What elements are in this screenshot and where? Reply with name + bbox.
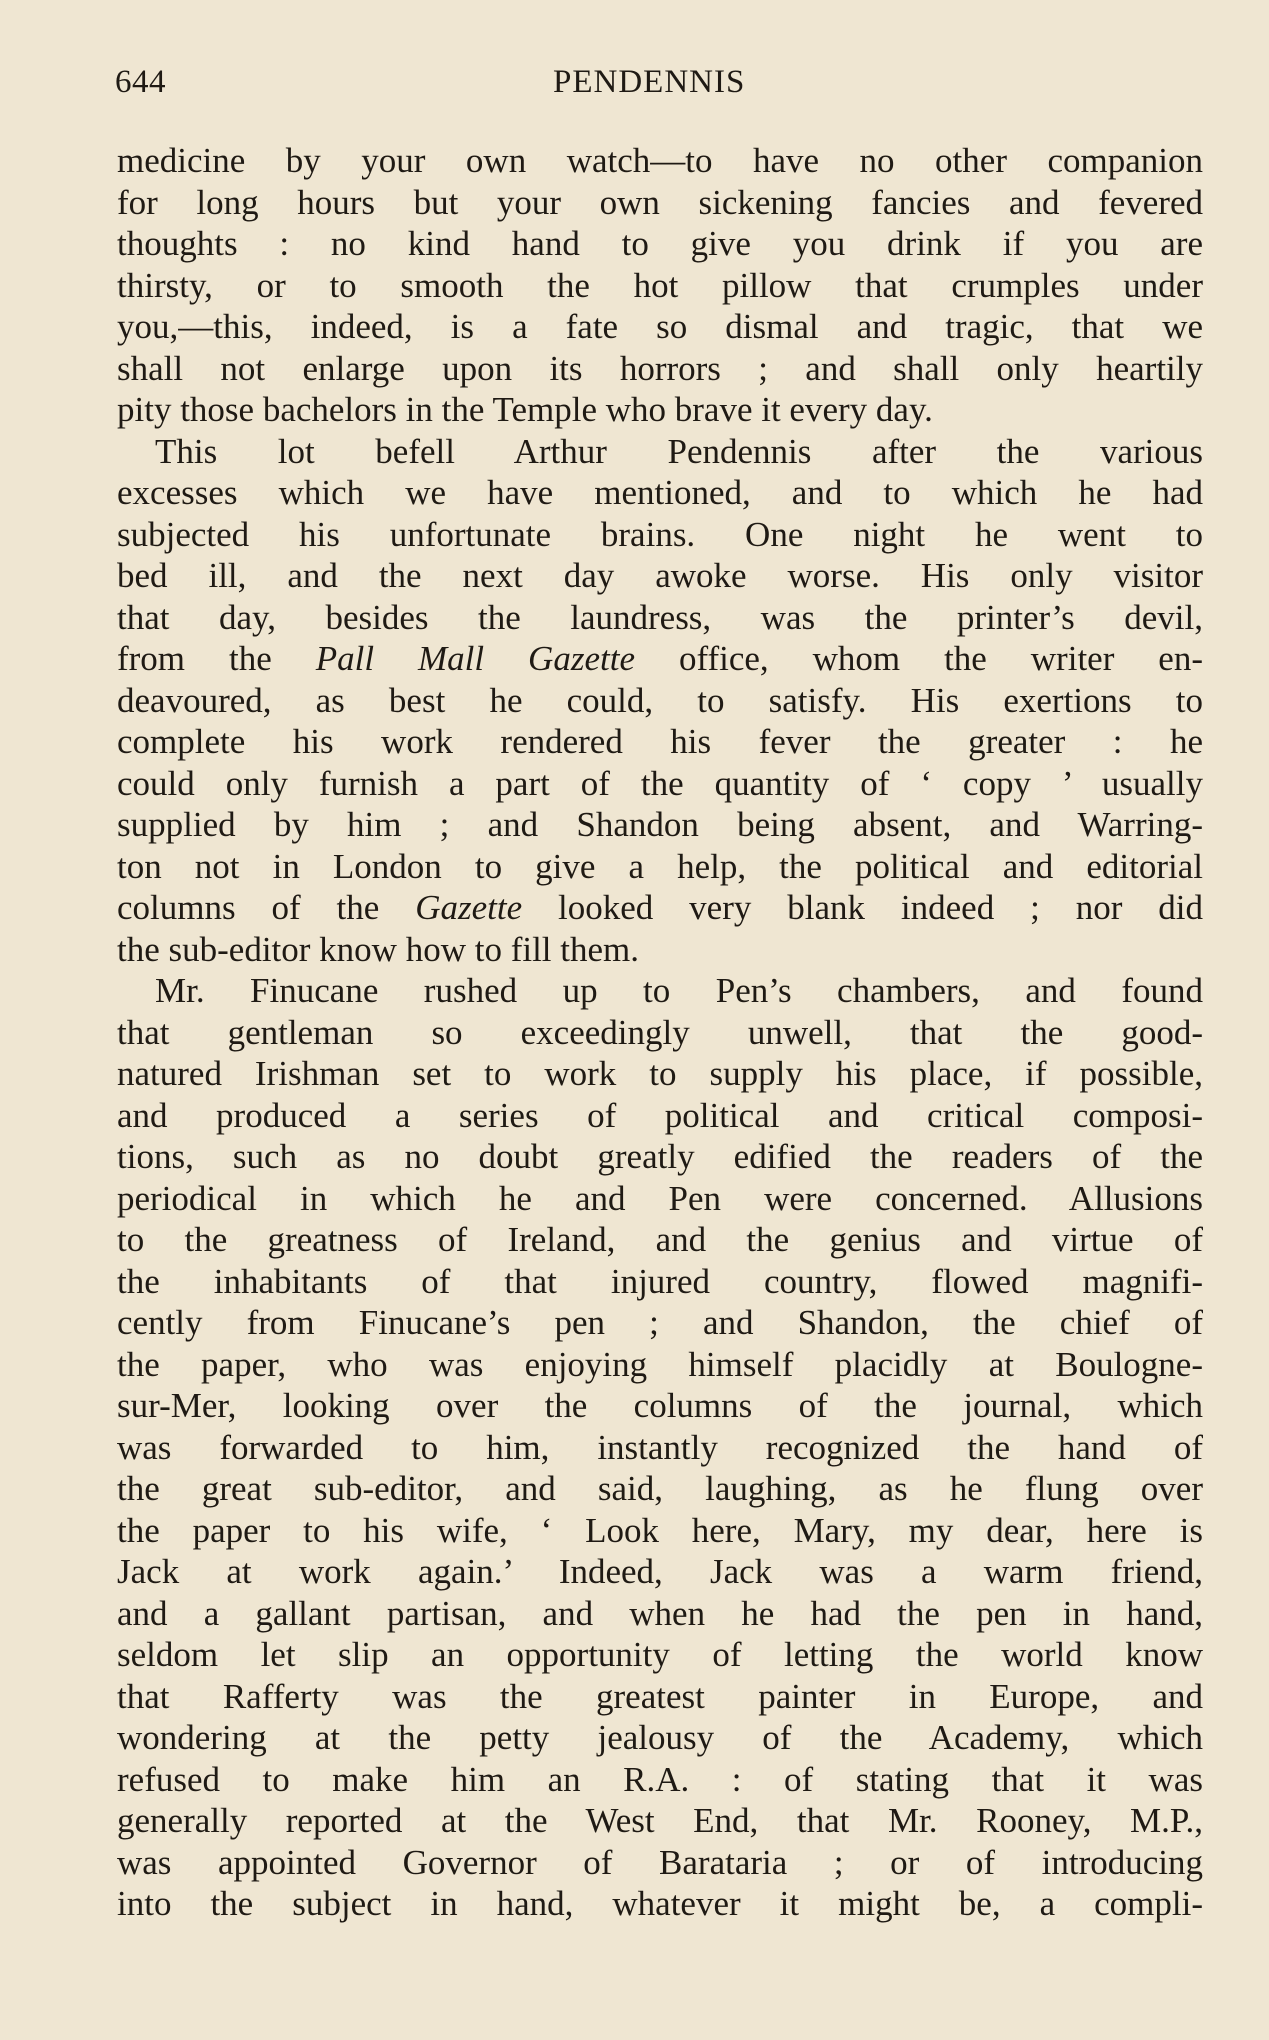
text-line: excesses which we have mentioned, and to which he had — [117, 473, 1203, 512]
text-line: the inhabitants of that injured country, flowed magnifi- — [117, 1261, 1203, 1301]
text-line: that day, besides the laundress, was the printer’s devil, — [117, 597, 1203, 637]
text-line: thirsty, or to smooth the hot pillow that crumples under — [117, 265, 1203, 305]
text-line: Mr. Finucane rushed up to Pen’s chambers, and found — [155, 971, 1203, 1010]
italic-title: Pall Mall Gazette — [315, 639, 635, 678]
text-line: the great sub-editor, and said, laughing, as he flung over — [117, 1469, 1203, 1508]
text-line: thoughts : no kind hand to give you drink if you are — [117, 224, 1203, 263]
text-line: sur-Mer, looking over the columns of the journal, which — [117, 1386, 1203, 1425]
text-line: medicine by your own watch—to have no other companion — [117, 141, 1203, 180]
running-title: PENDENNIS — [553, 64, 746, 100]
text-line: that gentleman so exceedingly unwell, that the good- — [117, 1012, 1203, 1052]
text-line: cently from Finucane’s pen ; and Shandon, the chief of — [117, 1303, 1203, 1342]
text-line: was forwarded to him, instantly recognized the hand of — [117, 1427, 1203, 1467]
text-line: shall not enlarge upon its horrors ; and shall only heartily — [117, 348, 1203, 388]
text-line: ton not in London to give a help, the political and editorial — [117, 846, 1203, 886]
text-line: supplied by him ; and Shandon being absent, and Warring- — [117, 805, 1203, 844]
text-line: to the greatness of Ireland, and the genius and virtue of — [117, 1220, 1203, 1259]
text-line: was appointed Governor of Barataria ; or of introducing — [117, 1842, 1203, 1882]
text-line: pity those bachelors in the Temple who brave it every day. — [117, 390, 933, 429]
text-line: generally reported at the West End, that Mr. Rooney, M.P., — [117, 1801, 1203, 1840]
text-line: seldom let slip an opportunity of letting the world know — [117, 1635, 1203, 1674]
text-line: into the subject in hand, whatever it might be, a compli- — [117, 1884, 1203, 1923]
text-line: for long hours but your own sickening fancies and fevered — [117, 182, 1203, 222]
text-line: refused to make him an R.A. : of stating that it was — [117, 1759, 1203, 1799]
text-line: complete his work rendered his fever the greater : he — [117, 722, 1203, 761]
text-line: bed ill, and the next day awoke worse. His only visitor — [117, 556, 1203, 595]
text-line: This lot befell Arthur Pendennis after the various — [155, 431, 1203, 471]
text-line: natured Irishman set to work to supply his place, if possible, — [117, 1054, 1203, 1093]
text-line: tions, such as no doubt greatly edified the readers of the — [117, 1137, 1203, 1176]
page-number: 644 — [115, 64, 166, 100]
running-header — [115, 64, 1205, 104]
text-line: that Rafferty was the greatest painter in Europe, and — [117, 1676, 1203, 1716]
text-line: you,—this, indeed, is a fate so dismal and tragic, that we — [117, 307, 1203, 346]
text-line: the paper to his wife, ‘ Look here, Mary, my dear, here is — [117, 1510, 1203, 1550]
body-text — [117, 140, 1203, 1925]
text-line: wondering at the petty jealousy of the Academy, which — [117, 1718, 1203, 1757]
text-line: subjected his unfortunate brains. One night he went to — [117, 514, 1203, 554]
text-line: and a gallant partisan, and when he had the pen in hand, — [117, 1593, 1203, 1633]
italic-title: Gazette — [415, 888, 523, 927]
text-line: Jack at work again.’ Indeed, Jack was a warm friend, — [117, 1552, 1203, 1591]
text-line: could only furnish a part of the quantity of ‘ copy ’ usually — [117, 763, 1203, 803]
text-line: from the Pall Mall Gazette office, whom the writer en- — [117, 639, 1203, 678]
text-line: the paper, who was enjoying himself placidly at Boulogne- — [117, 1344, 1203, 1384]
text-line: columns of the Gazette looked very blank indeed ; nor did — [117, 888, 1203, 927]
text-line: and produced a series of political and critical composi- — [117, 1095, 1203, 1135]
text-line: the sub-editor know how to fill them. — [117, 929, 640, 969]
text-line: periodical in which he and Pen were concerned. Allusions — [117, 1178, 1203, 1218]
text-line: deavoured, as best he could, to satisfy. His exertions to — [117, 680, 1203, 720]
